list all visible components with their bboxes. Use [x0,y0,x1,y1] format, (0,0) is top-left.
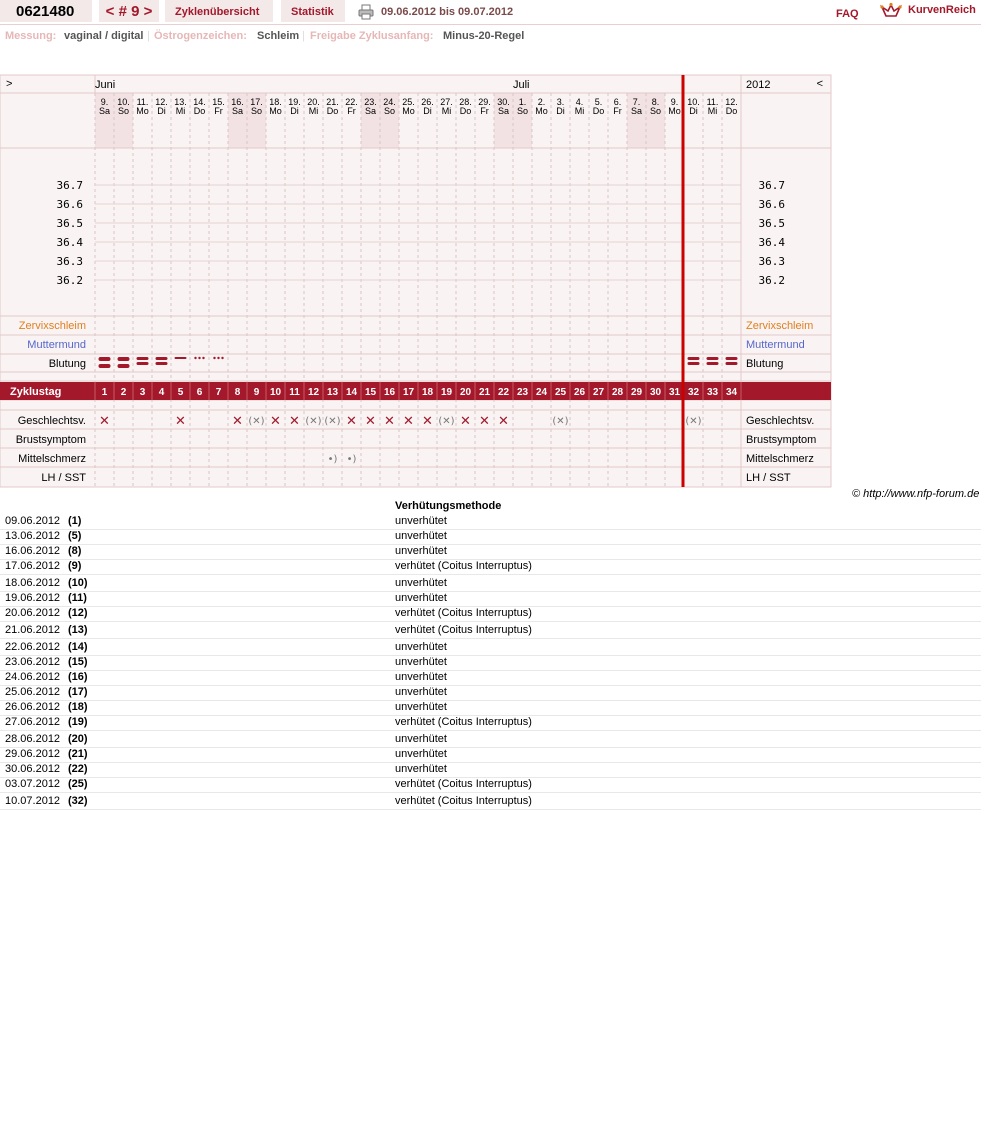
weekday-label: Mo [136,106,149,116]
mittelschmerz-mark: •) [346,454,357,465]
cycleday-number: 4 [158,387,165,398]
date-label: 9. [670,97,679,107]
weekday-label: Mo [269,106,282,116]
intercourse-unprotected-mark: ✕ [175,414,186,429]
row-method: verhütet (Coitus Interruptus) [395,624,532,636]
bleeding-light-mark [175,357,187,359]
intercourse-unprotected-mark: ✕ [460,414,471,429]
temp-tick-right: 36.5 [758,217,785,230]
intercourse-unprotected-mark: ✕ [99,414,110,429]
row-method: verhütet (Coitus Interruptus) [395,607,532,619]
date-label: 6. [613,97,622,107]
date-label: 11. [136,97,149,107]
row-date: 29.06.2012 [5,748,61,760]
bleeding-medium-mark [707,357,719,360]
estrogen-label: Östrogenzeichen: [154,30,247,42]
date-label: 10. [117,97,130,107]
row-date: 09.06.2012 [5,515,61,527]
row-day: (15) [68,656,88,668]
date-label: 26. [421,97,434,107]
temp-tick-right: 36.2 [758,274,785,287]
weekday-label: So [117,106,130,116]
temp-tick-left: 36.2 [56,274,83,287]
table-row [0,685,981,701]
cycleday-number: 5 [177,387,184,398]
cycleday-number: 8 [234,387,241,398]
weekday-label: Mi [308,106,319,116]
date-label: 28. [459,97,472,107]
row-method: unverhütet [395,763,447,775]
row-method: unverhütet [395,641,447,653]
cycleday-number: 10 [269,387,282,398]
weekday-label: Mi [441,106,452,116]
row-day: (14) [68,641,88,653]
table-row [0,576,981,592]
cycleday-label: Zyklustag [10,386,62,398]
row-label-cervix: Zervixschleim [18,320,86,332]
cycleday-number: 18 [421,387,434,398]
weekday-label: Mi [175,106,186,116]
bleeding-spot-mark [213,357,215,359]
table-row [0,747,981,763]
row-date: 19.06.2012 [5,592,61,604]
date-label: 14. [193,97,206,107]
row-label-bleeding: Blutung [48,358,86,370]
cycleday-number: 25 [554,387,567,398]
row-method: unverhütet [395,515,447,527]
cycleday-number: 19 [440,387,453,398]
intercourse-unprotected-mark: ✕ [479,414,490,429]
row-day: (5) [68,530,82,542]
temp-tick-right: 36.4 [758,236,785,249]
month-label: Juni [95,79,116,91]
row-day: (21) [68,748,88,760]
row-date: 27.06.2012 [5,716,61,728]
row-method: unverhütet [395,671,447,683]
weekday-label: Mi [574,106,585,116]
weekday-label: Fr [214,106,223,116]
date-label: 19. [288,97,301,107]
copyright: © http://www.nfp-forum.de [852,488,980,500]
row-date: 24.06.2012 [5,671,61,683]
intercourse-protected-mark: (✕) [305,416,322,427]
row-label-right-cervix: Zervixschleim [746,320,814,332]
intercourse-unprotected-mark: ✕ [422,414,433,429]
weekday-label: Di [689,106,698,116]
intercourse-unprotected-mark: ✕ [498,414,509,429]
intercourse-protected-mark: (✕) [685,416,702,427]
cycleday-number: 22 [497,387,510,398]
date-label: 27. [440,97,453,107]
table-row [0,559,981,575]
weekday-label: Do [592,106,605,116]
cycleday-number: 1 [101,387,108,398]
cycleday-number: 24 [535,387,548,398]
table-row [0,591,981,607]
nav-next-button[interactable]: < [816,78,823,90]
date-label: 1. [518,97,527,107]
cycleday-number: 20 [459,387,472,398]
row-day: (20) [68,733,88,745]
weekday-label: So [649,106,662,116]
date-label: 25. [402,97,415,107]
row-day: (8) [68,545,82,557]
row-method: unverhütet [395,545,447,557]
cycleday-number: 16 [383,387,396,398]
cycleday-number: 27 [592,387,605,398]
row-date: 18.06.2012 [5,577,61,589]
cycleday-number: 7 [215,387,222,398]
weekday-label: Fr [613,106,622,116]
row-day: (13) [68,624,88,636]
intercourse-protected-mark: (✕) [248,416,265,427]
bleeding-heavy-mark [99,357,111,361]
intercourse-unprotected-mark: ✕ [270,414,281,429]
intercourse-unprotected-mark: ✕ [403,414,414,429]
date-label: 8. [651,97,660,107]
cycle-id: 0621480 [0,0,92,22]
meta-separator: | [302,30,305,42]
temp-tick-right: 36.7 [758,179,785,192]
intercourse-protected-mark: (✕) [324,416,341,427]
cycleday-number: 26 [573,387,586,398]
row-method: verhütet (Coitus Interruptus) [395,795,532,807]
weekday-label: Fr [480,106,489,116]
tab-statistics[interactable]: Statistik [281,0,345,22]
row-day: (10) [68,577,88,589]
weekday-label: Mi [707,106,718,116]
date-label: 7. [632,97,641,107]
date-label: 9. [100,97,109,107]
bleeding-medium-mark [688,362,700,365]
bleeding-medium-mark [137,357,149,360]
bleeding-spot-mark [221,357,223,359]
bleeding-medium-mark [726,357,738,360]
bleeding-medium-mark [688,357,700,360]
date-label: 18. [269,97,282,107]
row-method: verhütet (Coitus Interruptus) [395,716,532,728]
intercourse-unprotected-mark: ✕ [289,414,300,429]
row-label-intercourse: Geschlechtsv. [17,415,86,427]
table-row [0,606,981,622]
intercourse-unprotected-mark: ✕ [384,414,395,429]
row-day: (12) [68,607,88,619]
date-label: 4. [575,97,584,107]
row-method: unverhütet [395,530,447,542]
intercourse-unprotected-mark: ✕ [365,414,376,429]
date-label: 24. [383,97,396,107]
bleeding-medium-mark [137,362,149,365]
table-row [0,640,981,656]
row-date: 22.06.2012 [5,641,61,653]
row-date: 20.06.2012 [5,607,61,619]
bleeding-medium-mark [156,357,168,360]
row-label-mouth: Muttermund [27,339,86,351]
row-label-right-breast: Brustsymptom [746,434,817,446]
table-row [0,670,981,686]
cycle-nav-button[interactable]: < # 9 > [99,0,159,22]
temp-tick-left: 36.5 [56,217,83,230]
cycleday-number: 28 [611,387,624,398]
row-method: verhütet (Coitus Interruptus) [395,560,532,572]
weekday-label: Sa [98,106,111,116]
cycleday-number: 12 [307,387,320,398]
cycleday-number: 3 [139,387,146,398]
table-row [0,655,981,671]
bleeding-spot-mark [198,357,200,359]
year-label: 2012 [746,79,771,91]
temp-tick-right: 36.3 [758,255,785,268]
cycleday-number: 23 [516,387,529,398]
row-day: (9) [68,560,82,572]
row-method: unverhütet [395,748,447,760]
weekday-label: Di [290,106,299,116]
row-label-right-mouth: Muttermund [746,339,805,351]
cycleday-number: 30 [649,387,662,398]
weekday-label: So [383,106,396,116]
measure-label: Messung: [5,30,57,42]
mittelschmerz-mark: •) [327,454,338,465]
temp-tick-right: 36.6 [758,198,785,211]
weekday-label: Sa [231,106,244,116]
estrogen-value: Schleim [257,30,300,42]
table-row [0,514,981,530]
cycleday-number: 33 [706,387,719,398]
bleeding-medium-mark [156,362,168,365]
row-label-breast: Brustsymptom [15,434,86,446]
date-label: 16. [231,97,244,107]
weekday-label: Fr [347,106,356,116]
date-label: 10. [687,97,700,107]
row-date: 16.06.2012 [5,545,61,557]
cycleday-number: 9 [253,387,260,398]
row-day: (16) [68,671,88,683]
table-row [0,700,981,716]
cycleday-number: 11 [289,387,300,398]
row-date: 17.06.2012 [5,560,61,572]
bleeding-spot-mark [202,357,204,359]
date-label: 12. [155,97,168,107]
weekday-label: So [516,106,529,116]
row-date: 25.06.2012 [5,686,61,698]
cycle-chart [0,0,981,500]
temp-tick-left: 36.4 [56,236,83,249]
weekday-label: Do [193,106,206,116]
cycleday-number: 31 [668,387,681,398]
date-label: 3. [556,97,565,107]
date-label: 29. [478,97,491,107]
bleeding-heavy-mark [118,364,130,368]
month-label: Juli [513,79,530,91]
weekday-label: Mo [402,106,415,116]
row-day: (25) [68,778,88,790]
row-method: unverhütet [395,592,447,604]
row-day: (1) [68,515,82,527]
cycleday-number: 14 [345,387,358,398]
cycleday-number: 29 [630,387,643,398]
table-row [0,762,981,778]
row-day: (22) [68,763,88,775]
row-date: 03.07.2012 [5,778,61,790]
table-row [0,777,981,793]
row-method: unverhütet [395,656,447,668]
date-label: 20. [307,97,320,107]
bleeding-heavy-mark [118,357,130,361]
bleeding-spot-mark [217,357,219,359]
bleeding-medium-mark [726,362,738,365]
weekday-label: Mo [668,106,681,116]
intercourse-unprotected-mark: ✕ [346,414,357,429]
row-label-right-bleeding: Blutung [746,358,784,370]
table-header: Verhütungsmethode [395,500,502,512]
row-day: (19) [68,716,88,728]
table-row [0,794,981,810]
weekday-label: Sa [497,106,510,116]
row-date: 23.06.2012 [5,656,61,668]
date-label: 21. [326,97,339,107]
logo-text: KurvenReich [908,4,976,16]
temp-tick-left: 36.6 [56,198,83,211]
weekday-label: Mo [535,106,548,116]
row-label-right-intercourse: Geschlechtsv. [746,415,815,427]
cycleday-number: 2 [120,387,127,398]
row-date: 26.06.2012 [5,701,61,713]
date-range: 09.06.2012 bis 09.07.2012 [381,6,514,18]
row-date: 10.07.2012 [5,795,61,807]
release-label: Freigabe Zyklusanfang: [310,30,434,42]
row-method: unverhütet [395,577,447,589]
weekday-label: Sa [364,106,377,116]
date-label: 30. [497,97,510,107]
row-day: (11) [68,592,87,604]
row-method: unverhütet [395,701,447,713]
nav-prev-button[interactable]: > [6,78,13,90]
table-row [0,715,981,731]
row-day: (32) [68,795,88,807]
weekday-label: Do [459,106,472,116]
date-label: 2. [537,97,546,107]
row-label-right-mittel: Mittelschmerz [746,453,814,465]
cycleday-number: 13 [326,387,339,398]
release-value: Minus-20-Regel [443,30,525,42]
date-label: 15. [212,97,225,107]
faq-link[interactable]: FAQ [836,8,859,20]
cycleday-number: 21 [478,387,491,398]
bleeding-spot-mark [194,357,196,359]
row-method: unverhütet [395,686,447,698]
table-row [0,544,981,560]
date-label: 13. [174,97,187,107]
cycleday-number: 17 [402,387,415,398]
table-row [0,732,981,748]
row-label-mittel: Mittelschmerz [18,453,86,465]
cycleday-number: 6 [196,387,203,398]
row-method: unverhütet [395,733,447,745]
cycleday-number: 32 [687,387,700,398]
temp-tick-left: 36.3 [56,255,83,268]
weekday-label: Do [725,106,738,116]
intercourse-unprotected-mark: ✕ [232,414,243,429]
row-label-right-lh: LH / SST [746,472,791,484]
cycleday-number: 15 [364,387,377,398]
measure-value: vaginal / digital [64,30,144,42]
weekday-label: Di [423,106,432,116]
temp-tick-left: 36.7 [56,179,83,192]
row-day: (18) [68,701,88,713]
table-row [0,529,981,545]
date-label: 12. [725,97,738,107]
bleeding-medium-mark [707,362,719,365]
row-date: 13.06.2012 [5,530,61,542]
row-date: 30.06.2012 [5,763,61,775]
row-label-lh: LH / SST [41,472,86,484]
tab-cycle-overview[interactable]: Zyklenübersicht [165,0,273,22]
cycleday-number: 34 [725,387,738,398]
intercourse-protected-mark: (✕) [552,416,569,427]
date-label: 17. [250,97,263,107]
weekday-label: Di [157,106,166,116]
table-row [0,623,981,639]
date-label: 23. [364,97,377,107]
row-method: verhütet (Coitus Interruptus) [395,778,532,790]
weekday-label: Sa [630,106,643,116]
weekday-label: Do [326,106,339,116]
meta-separator: | [147,30,150,42]
intercourse-protected-mark: (✕) [438,416,455,427]
row-day: (17) [68,686,88,698]
weekday-label: Di [556,106,565,116]
row-date: 21.06.2012 [5,624,61,636]
date-label: 5. [594,97,603,107]
weekday-label: So [250,106,263,116]
date-label: 11. [706,97,719,107]
date-label: 22. [345,97,358,107]
row-date: 28.06.2012 [5,733,61,745]
bleeding-heavy-mark [99,364,111,368]
